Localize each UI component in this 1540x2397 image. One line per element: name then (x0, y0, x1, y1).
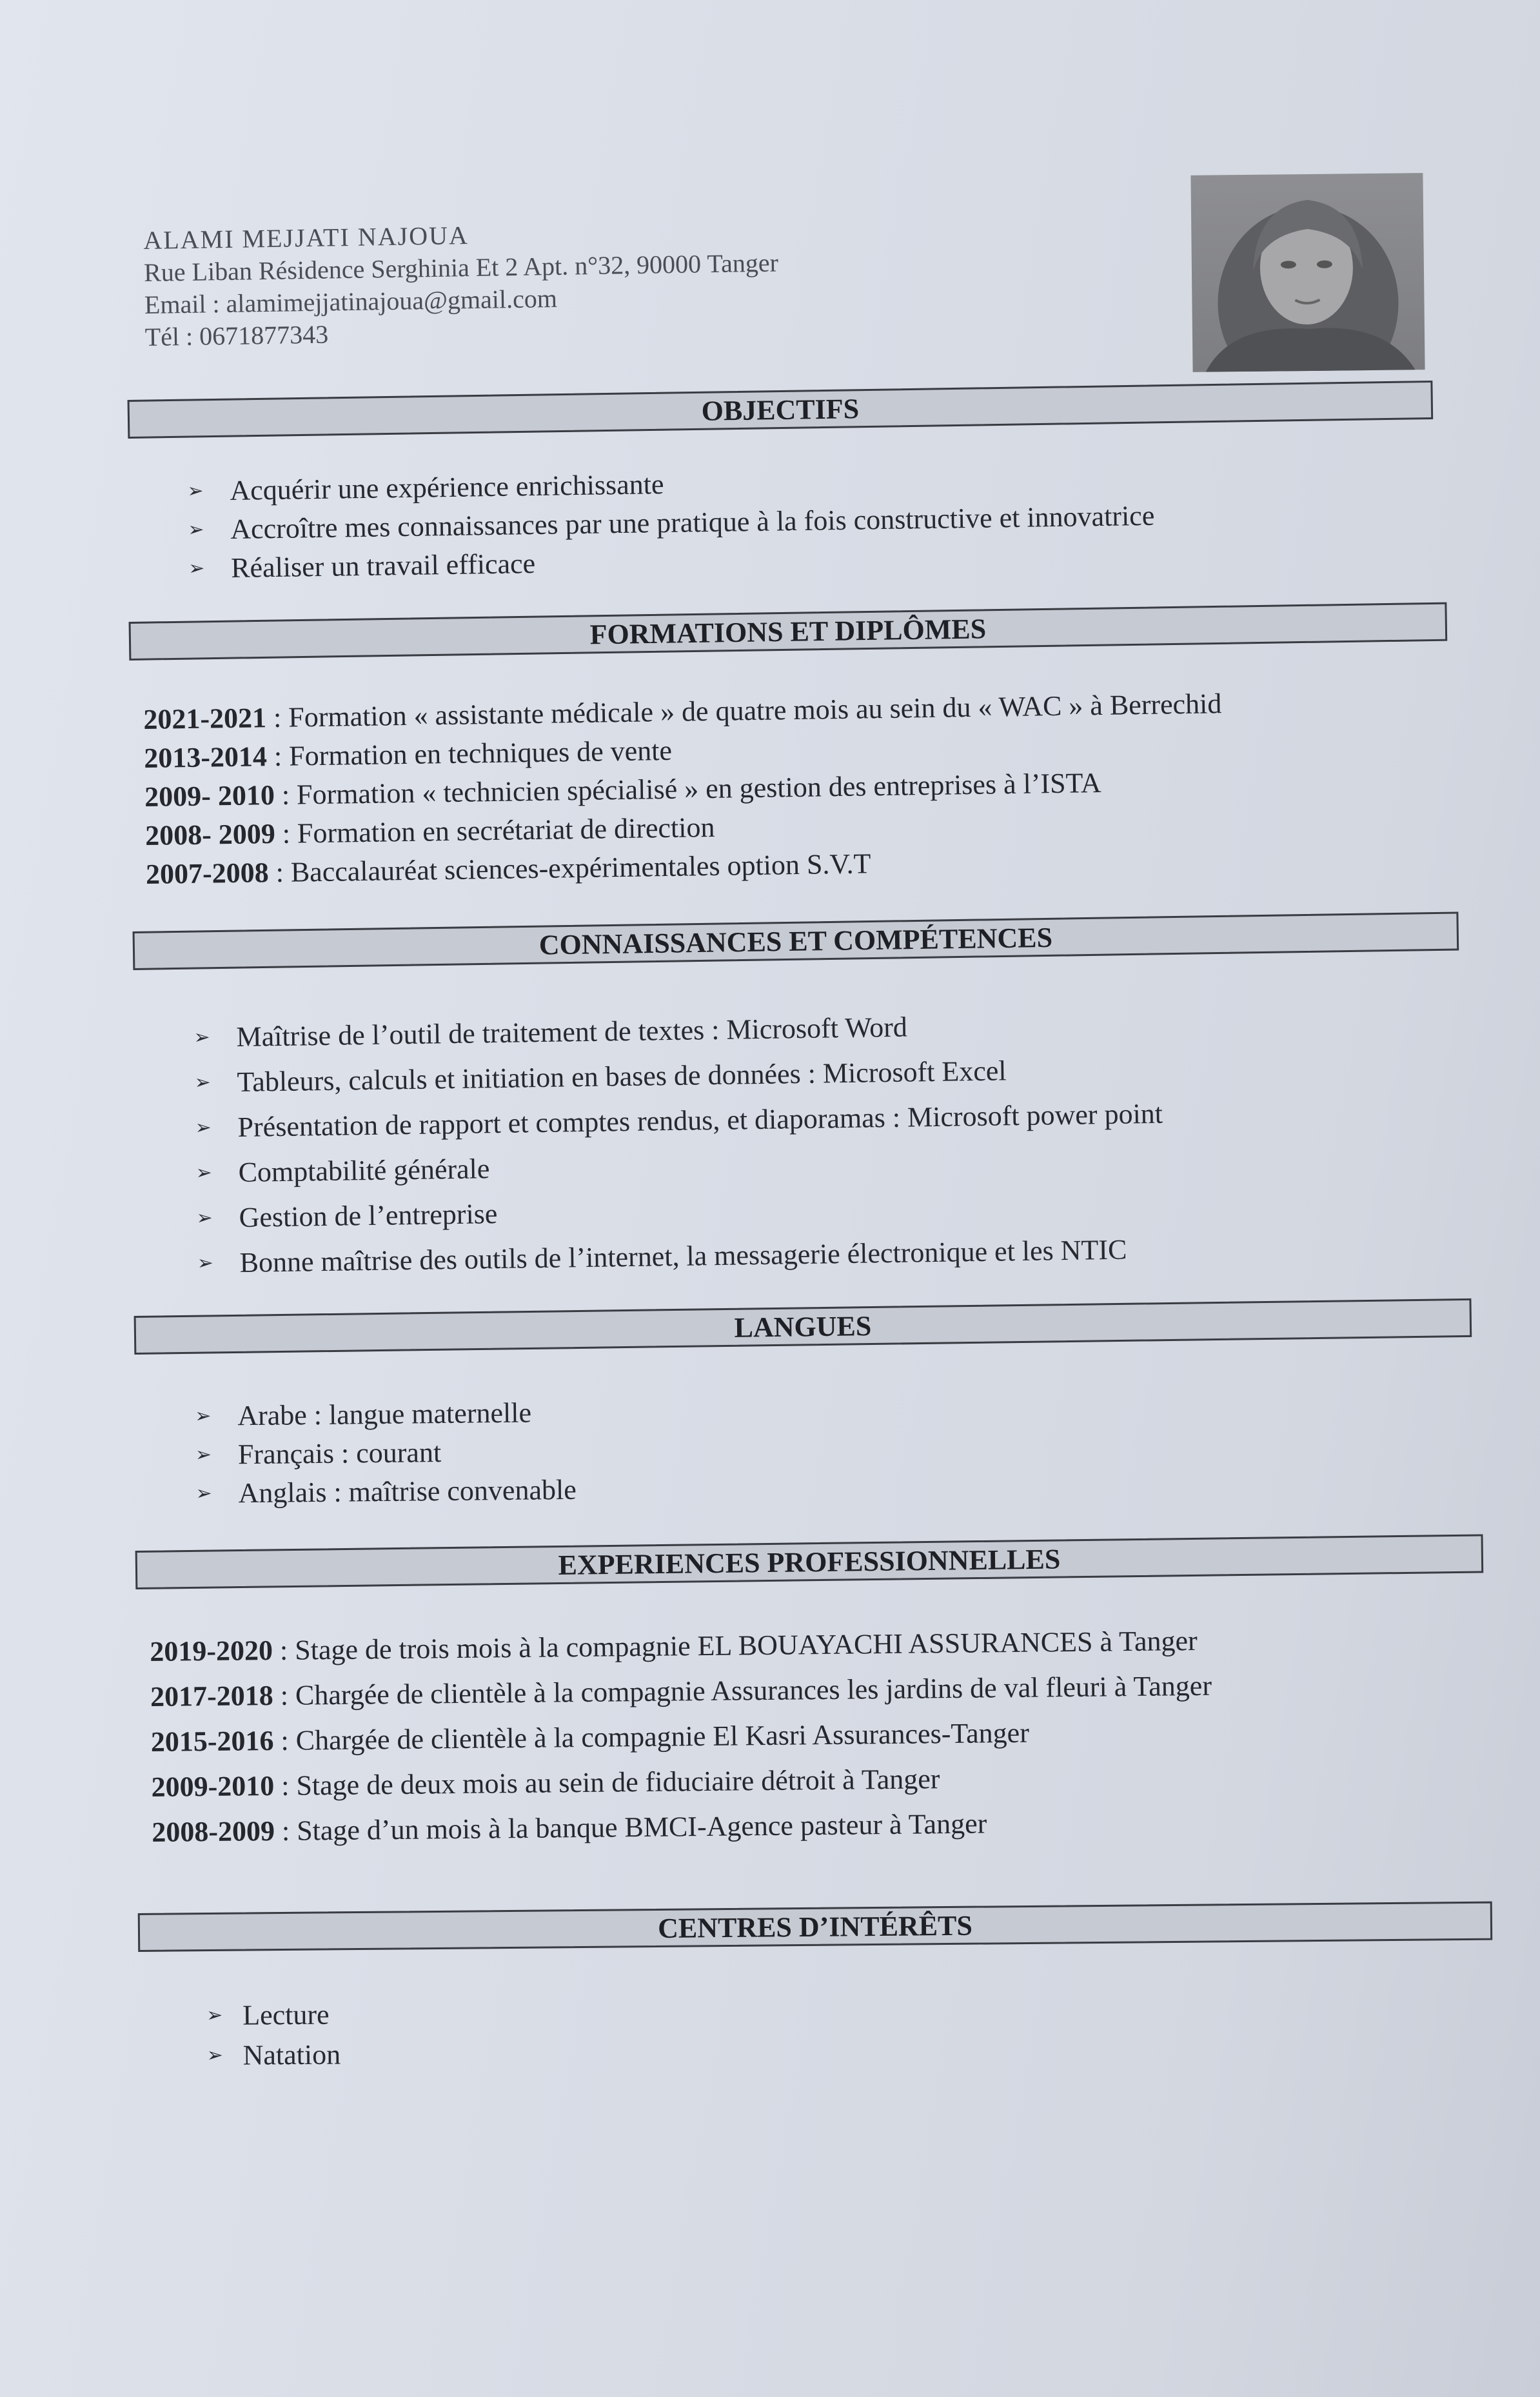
experiences-list (150, 1618, 1214, 1855)
list-item: 2019-2020 : Stage de trois mois à la compagnie EL BOUAYACHI ASSURANCES à Tanger (150, 1624, 1198, 1667)
section-title: OBJECTIFS (701, 392, 860, 427)
phone: Tél : 0671877343 (144, 319, 329, 352)
list-item: 2009- 2010 : Formation « technicien spécialisé » en gestion des entreprises à l’ISTA (144, 766, 1101, 813)
contact-block (143, 215, 780, 353)
list-item: 2017-2018 : Chargée de clientèle à la compagnie Assurances les jardins de val fleuri à Tanger (150, 1669, 1212, 1713)
list-item: ➢ Arabe : langue maternelle (195, 1393, 576, 1436)
arrow-bullet-icon: ➢ (195, 1482, 212, 1504)
list-item: 2008-2009 : Stage d’un mois à la banque BMCI-Agence pasteur à Tanger (152, 1807, 987, 1848)
arrow-bullet-icon: ➢ (193, 1026, 210, 1048)
list-item: ➢ Réaliser un travail efficace (188, 535, 1156, 588)
list-item: ➢ Tableurs, calculs et initiation en bases de données : Microsoft Excel (194, 1046, 1162, 1106)
list-item: 2015-2016 : Chargée de clientèle à la compagnie El Kasri Assurances-Tanger (150, 1716, 1030, 1758)
list-item: ➢ Lecture (206, 1995, 341, 2036)
list-item: ➢ Français : courant (195, 1432, 577, 1475)
arrow-bullet-icon: ➢ (197, 1252, 214, 1274)
list-item: ➢ Accroître mes connaissances par une pratique à la fois constructive et innovatrice (188, 497, 1155, 550)
arrow-bullet-icon: ➢ (188, 519, 204, 541)
list-item: 2008- 2009 : Formation en secrétariat de direction (144, 811, 715, 851)
arrow-bullet-icon: ➢ (195, 1162, 213, 1184)
arrow-bullet-icon: ➢ (195, 1117, 212, 1139)
list-item: ➢ Anglais : maîtrise convenable (195, 1471, 577, 1513)
section-formations-header (129, 602, 1448, 661)
arrow-bullet-icon: ➢ (206, 2044, 223, 2066)
list-item: ➢ Gestion de l’entreprise (196, 1182, 1164, 1241)
section-competences-header (133, 912, 1459, 970)
profile-photo (1190, 173, 1425, 372)
section-experiences-header (135, 1534, 1484, 1589)
list-item: ➢ Comptabilité générale (195, 1137, 1163, 1196)
interets-list (206, 1995, 341, 2076)
arrow-bullet-icon: ➢ (196, 1207, 213, 1229)
section-title: CENTRES D’INTÉRÊTS (657, 1909, 973, 1944)
section-interets-header (138, 1902, 1492, 1952)
competences-list (193, 1001, 1165, 1286)
email: Email : alamimejjatinajoua@gmail.com (144, 283, 558, 319)
objectifs-list (187, 458, 1156, 588)
list-item: ➢ Bonne maîtrise des outils de l’internet, la messagerie électronique et les NTIC (197, 1227, 1165, 1286)
list-item: ➢ Présentation de rapport et comptes rendus, et diaporamas : Microsoft power point (195, 1091, 1163, 1151)
section-title: LANGUES (734, 1309, 872, 1344)
section-title: FORMATIONS ET DIPLÔMES (589, 612, 987, 650)
arrow-bullet-icon: ➢ (188, 557, 205, 579)
section-objectifs-header (128, 381, 1434, 439)
list-item: ➢ Maîtrise de l’outil de traitement de textes : Microsoft Word (193, 1001, 1161, 1060)
list-item: 2009-2010 : Stage de deux mois au sein de fiduciaire détroit à Tanger (151, 1763, 940, 1803)
address: Rue Liban Résidence Serghinia Et 2 Apt. n°32, 90000 Tanger (143, 248, 779, 287)
candidate-name: ALAMI MEJJATI NAJOUA (143, 221, 469, 255)
arrow-bullet-icon: ➢ (187, 480, 204, 502)
list-item: 2021-2021 : Formation « assistante médicale » de quatre mois au sein du « WAC » à Berrechid (143, 688, 1222, 735)
list-item: 2013-2014 : Formation en techniques de vente (143, 734, 673, 774)
formations-list (143, 684, 1224, 894)
section-title: EXPERIENCES PROFESSIONNELLES (558, 1542, 1061, 1581)
section-langues-header (134, 1298, 1472, 1355)
list-item: 2007-2008 : Baccalauréat sciences-expérimentales option S.V.T (145, 848, 871, 890)
arrow-bullet-icon: ➢ (195, 1444, 212, 1466)
list-item: ➢ Acquérir une expérience enrichissante (187, 458, 1154, 511)
list-item: ➢ Natation (206, 2035, 341, 2076)
section-title: CONNAISSANCES ET COMPÉTENCES (538, 921, 1053, 961)
langues-list (195, 1393, 577, 1513)
arrow-bullet-icon: ➢ (206, 2004, 223, 2026)
arrow-bullet-icon: ➢ (195, 1405, 212, 1427)
arrow-bullet-icon: ➢ (194, 1071, 211, 1093)
